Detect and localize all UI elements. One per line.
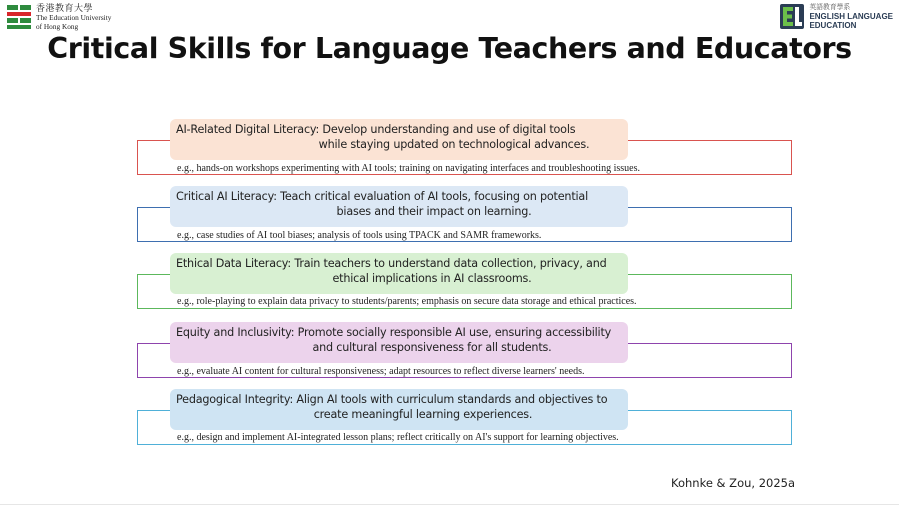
eduhk-wordmark — [36, 4, 111, 31]
citation: Kohnke & Zou, 2025a — [671, 476, 796, 490]
skill-heading-line1: AI-Related Digital Literacy: Develop understanding and use of digital tools — [176, 123, 576, 136]
slide-title: Critical Skills for Language Teachers and Educators — [47, 32, 852, 65]
skill-heading-line1: Ethical Data Literacy: Train teachers to understand data collection, privacy, and — [176, 257, 607, 270]
eduhk-logo — [6, 4, 111, 31]
skill-heading-line2: and cultural responsiveness for all students. — [312, 341, 552, 354]
ele-wordmark — [809, 3, 893, 30]
skill-example-equity-inclusivity: e.g., evaluate AI content for cultural responsiveness; adapt resources to reflect diverse learners' needs. — [177, 366, 585, 377]
skill-heading-ethical-data-literacy — [170, 253, 628, 294]
skill-example-ethical-data-literacy: e.g., role-playing to explain data privacy to students/parents; emphasis on secure data storage and ethical practices. — [177, 296, 637, 307]
ele-name-en-1: ENGLISH LANGUAGE — [809, 12, 893, 21]
skill-example-pedagogical-integrity: e.g., design and implement AI-integrated lesson plans; reflect critically on AI's support for learning objectives. — [177, 432, 619, 443]
eduhk-emblem-icon — [6, 4, 32, 30]
skill-heading-line1: Pedagogical Integrity: Align AI tools with curriculum standards and objectives to — [176, 393, 608, 406]
skill-heading-line2: create meaningful learning experiences. — [313, 408, 533, 421]
skill-heading-line2: while staying updated on technological advances. — [318, 138, 590, 151]
skill-heading-line2: biases and their impact on learning. — [336, 205, 532, 218]
skill-heading-line1: Critical AI Literacy: Teach critical evaluation of AI tools, focusing on potential — [176, 190, 588, 203]
skill-heading-line1: Equity and Inclusivity: Promote socially responsible AI use, ensuring accessibility — [176, 326, 612, 339]
ele-logo — [779, 3, 893, 30]
skill-heading-line2: ethical implications in AI classrooms. — [332, 272, 532, 285]
ele-name-en-2: EDUCATION — [809, 21, 857, 30]
skill-heading-equity-inclusivity — [170, 322, 628, 363]
skill-example-digital-literacy: e.g., hands-on workshops experimenting with AI tools; training on navigating interfaces and troubleshooting issues. — [177, 163, 640, 174]
skill-heading-digital-literacy — [170, 119, 628, 160]
skill-heading-critical-ai-literacy — [170, 186, 628, 227]
eduhk-name-en-1: The Education University — [36, 13, 112, 22]
ele-name-zh: 英語教育學系 — [809, 4, 851, 11]
ele-emblem-icon — [779, 3, 805, 30]
eduhk-name-zh: 香港教育大學 — [36, 3, 94, 13]
skill-heading-pedagogical-integrity — [170, 389, 628, 430]
eduhk-name-en-2: of Hong Kong — [36, 22, 79, 31]
skill-example-critical-ai-literacy: e.g., case studies of AI tool biases; analysis of tools using TPACK and SAMR frameworks. — [177, 230, 542, 241]
